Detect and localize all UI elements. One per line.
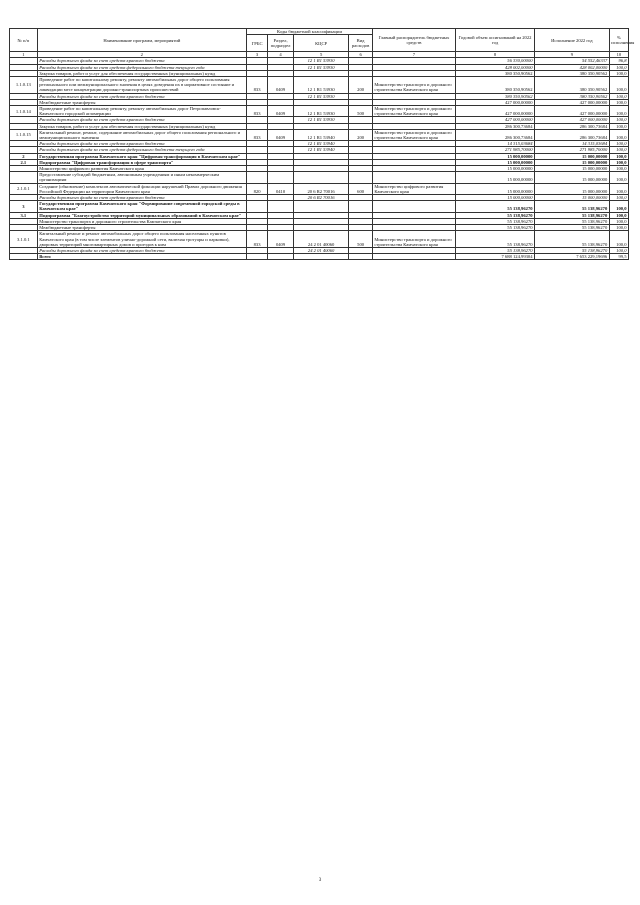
row-vr: 600 [349, 183, 372, 194]
row-percent: 100,0 [609, 195, 628, 201]
total-pct: 99,5 [609, 254, 628, 260]
row-name: Государственная программа Камчатского края "Формирование современной городской среды в Камчатском крае" [37, 201, 246, 212]
row-name: Закупка товаров, работ и услуг для обеспечения государственных (муниципальных) нужд [37, 70, 246, 76]
row-plan-amount: 56 330,00000 [456, 58, 535, 64]
row-percent: 100,0 [609, 77, 628, 94]
row-name: Расходы дорожного фонда за счет средств краевого бюджета [37, 117, 246, 123]
row-name: Подпрограмма "Благоустройство территорий муниципальных образований в Камчатском крае" [37, 212, 246, 218]
row-percent: 100,0 [609, 141, 628, 147]
row-number: 3 [10, 201, 38, 212]
row-plan-amount: 286 300,73684 [456, 129, 535, 140]
row-grbs: 820 [246, 183, 267, 194]
row-plan-amount: 15 000,00000 [456, 166, 535, 172]
row-main-manager: Министерство цифрового развития Камчатского края [372, 183, 455, 194]
row-ksr: 12 1 R1 53930 [293, 58, 348, 64]
row-ksr: 12 1 R1 53940 [293, 129, 348, 140]
row-grbs: 833 [246, 129, 267, 140]
row-plan-amount: 55 138,96270 [456, 247, 535, 253]
row-ksr: 24 2 01 40060 [293, 247, 348, 253]
row-grbs: 833 [246, 106, 267, 117]
row-ksr: 12 1 R1 53940 [293, 147, 348, 153]
row-percent: 100,0 [609, 147, 628, 153]
row-plan-amount: 286 300,73684 [456, 123, 535, 129]
row-plan-amount: 428 002,00000 [456, 64, 535, 70]
row-vr [349, 201, 372, 212]
row-main-manager [372, 172, 455, 183]
row-plan-amount: 55 138,96270 [456, 231, 535, 248]
row-plan-amount: 427 000,00000 [456, 117, 535, 123]
row-percent: 100,0 [609, 70, 628, 76]
row-fact-amount: 380 350,90562 [535, 93, 610, 99]
row-main-manager: Министерство транспорта и дорожного строительства Камчатского края [372, 77, 455, 94]
row-name: Проведение работ по капитальному ремонту, ремонту автомобильных дорог Петропавловск-Камчатского городской агломерации [37, 106, 246, 117]
row-plan-amount: 15 000,00000 [456, 172, 535, 183]
header-kbk: Коды бюджетной классификации [246, 29, 372, 35]
row-vr: 500 [349, 231, 372, 248]
row-number: 1.1.0.14 [10, 106, 38, 117]
index-cell: 8 [456, 52, 535, 58]
row-plan-amount: 15 000,00000 [456, 195, 535, 201]
table-body [10, 58, 629, 254]
header-grbs: ГРБС [246, 35, 267, 52]
row-fact-amount: 14 315,03684 [535, 141, 610, 147]
row-main-manager: Министерство транспорта и дорожного строительства Камчатского края [372, 231, 455, 248]
row-ksr [293, 201, 348, 212]
row-percent: 100,0 [609, 159, 628, 165]
row-name: Расходы дорожного фонда за счет средств краевого бюджета [37, 195, 246, 201]
row-grbs [246, 201, 267, 212]
row-percent: 100,0 [609, 212, 628, 218]
total-row [10, 254, 629, 260]
budget-table [9, 28, 635, 260]
row-plan-amount: 271 985,70000 [456, 147, 535, 153]
row-number [10, 172, 38, 183]
row-number: 1.1.0.13 [10, 77, 38, 94]
table-row [10, 77, 629, 94]
row-percent: 96,8 [609, 58, 628, 64]
row-fact-amount: 15 000,00000 [535, 195, 610, 201]
row-name: Создание (обновление) комплексов автоматической фиксации нарушений Правил дорожного движения Российской Федерации на территории Камчатского края [37, 183, 246, 194]
row-grbs: 833 [246, 77, 267, 94]
row-number: 2.1 [10, 159, 38, 165]
row-number: 3.1 [10, 212, 38, 218]
row-vr: 200 [349, 77, 372, 94]
row-fact-amount: 286 300,73684 [535, 123, 610, 129]
index-cell: 9 [535, 52, 610, 58]
index-cell: 10 [609, 52, 628, 58]
row-fact-amount: 286 300,73684 [535, 129, 610, 140]
row-percent: 100,0 [609, 183, 628, 194]
row-number: 1.1.0.15 [10, 129, 38, 140]
row-fact-amount: 428 002,00000 [535, 64, 610, 70]
row-percent: 100,0 [609, 93, 628, 99]
index-cell: 7 [372, 52, 455, 58]
header-num: № п/п [10, 29, 38, 52]
row-plan-amount: 427 000,00000 [456, 106, 535, 117]
row-ksr: 12 1 R1 53930 [293, 64, 348, 70]
row-percent: 100,0 [609, 218, 628, 224]
row-fact-amount: 55 138,96270 [535, 231, 610, 248]
row-razdel [268, 201, 294, 212]
header-main: Главный распорядитель бюджетных средств [372, 29, 455, 52]
row-name: Государственная программа Камчатского края "Цифровая трансформация в Камчатском крае" [37, 153, 246, 159]
row-main-manager: Министерство транспорта и дорожного строительства Камчатского края [372, 129, 455, 140]
row-name: Межбюджетные трансферты [37, 225, 246, 231]
row-ksr: 12 1 R1 53940 [293, 141, 348, 147]
index-cell: 4 [268, 52, 294, 58]
row-percent: 100,0 [609, 225, 628, 231]
row-plan-amount: 15 000,00000 [456, 183, 535, 194]
row-percent: 100,0 [609, 106, 628, 117]
row-name: Межбюджетные трансферты [37, 99, 246, 105]
index-cell: 1 [10, 52, 38, 58]
row-razdel: 0409 [268, 129, 294, 140]
header-name: Наименование программ, мероприятий [37, 29, 246, 52]
total-plan: 7 688 124,99304 [456, 254, 535, 260]
row-name: Проведение работ по капитальному ремонту, ремонту автомобильных дорог общего пользования регионального или межмуниципального значения в целях доведения их в нормативное состояние и ликвидации мест концентрации дорожно-транспортных происшествий [37, 77, 246, 94]
row-fact-amount: 55 138,96270 [535, 201, 610, 212]
row-grbs: 833 [246, 231, 267, 248]
row-fact-amount: 15 000,00000 [535, 183, 610, 194]
row-name: Расходы дорожного фонда за счет средств краевого бюджета [37, 247, 246, 253]
row-vr: 200 [349, 129, 372, 140]
header-ksr: КЦСР [293, 35, 348, 52]
row-fact-amount: 380 350,90562 [535, 70, 610, 76]
row-plan-amount: 380 350,90562 [456, 70, 535, 76]
row-fact-amount: 15 000,00000 [535, 153, 610, 159]
header-pct: % исполнения [609, 29, 628, 52]
row-ksr: 12 1 R1 53930 [293, 93, 348, 99]
row-percent: 100,0 [609, 64, 628, 70]
row-number: 2 [10, 153, 38, 159]
row-number: 2.1.0.1 [10, 183, 38, 194]
row-fact-amount: 15 000,00000 [535, 172, 610, 183]
header-plan: Годовой объем ассигнований на 2022 год [456, 29, 535, 52]
row-fact-amount: 271 985,70000 [535, 147, 610, 153]
table-row [10, 106, 629, 117]
row-percent: 100,0 [609, 166, 628, 172]
total-label: Всего [37, 254, 246, 260]
row-fact-amount: 427 000,00000 [535, 99, 610, 105]
row-ksr: 20 6 R2 70016 [293, 183, 348, 194]
row-percent: 100,0 [609, 153, 628, 159]
row-number: 3.1.0.1 [10, 231, 38, 248]
table-header [10, 29, 635, 58]
row-plan-amount: 14 315,03684 [456, 141, 535, 147]
row-razdel: 0410 [268, 183, 294, 194]
row-fact-amount: 15 000,00000 [535, 159, 610, 165]
row-name: Подпрограмма "Цифровая трансформация в сфере транспорта" [37, 159, 246, 165]
row-razdel [268, 172, 294, 183]
row-percent: 100,0 [609, 172, 628, 183]
row-plan-amount: 380 350,90562 [456, 93, 535, 99]
row-name: Капитальный ремонт, ремонт, содержание автомобильных дорог общего пользования регионального и межмуниципального значения [37, 129, 246, 140]
header-vr: Вид расходов [349, 35, 372, 52]
row-vr [349, 172, 372, 183]
row-plan-amount: 15 000,00000 [456, 159, 535, 165]
row-name: Расходы дорожного фонда за счет средств краевого бюджета [37, 141, 246, 147]
row-percent: 100,0 [609, 117, 628, 123]
row-name: Расходы дорожного фонда за счет средств федерального бюджета текущего года [37, 64, 246, 70]
row-ksr: 12 1 R1 53930 [293, 77, 348, 94]
row-ksr: 12 1 R1 53930 [293, 106, 348, 117]
page-number: 3 [318, 878, 322, 883]
index-cell: 5 [293, 52, 348, 58]
row-fact-amount: 55 138,96270 [535, 218, 610, 224]
index-cell: 3 [246, 52, 267, 58]
row-name: Расходы дорожного фонда за счет средств краевого бюджета [37, 93, 246, 99]
row-percent: 100,0 [609, 129, 628, 140]
row-name: Министерство цифрового развития Камчатского края [37, 166, 246, 172]
row-plan-amount: 55 138,96270 [456, 225, 535, 231]
table-row [10, 231, 629, 248]
table-row [10, 172, 629, 183]
row-fact-amount: 427 000,00000 [535, 117, 610, 123]
row-percent: 100,0 [609, 99, 628, 105]
row-ksr: 20 6 R2 70016 [293, 195, 348, 201]
row-percent: 100,0 [609, 231, 628, 248]
row-name: Закупка товаров, работ и услуг для обеспечения государственных (муниципальных) нужд [37, 123, 246, 129]
row-plan-amount: 15 000,00000 [456, 153, 535, 159]
row-fact-amount: 54 552,46337 [535, 58, 610, 64]
table-row [10, 129, 629, 140]
row-fact-amount: 55 138,96270 [535, 212, 610, 218]
row-fact-amount: 427 000,00000 [535, 106, 610, 117]
row-ksr: 24 2 01 40060 [293, 231, 348, 248]
row-name: Расходы дорожного фонда за счет средств краевого бюджета [37, 58, 246, 64]
index-cell: 2 [37, 52, 246, 58]
header-fact: Исполнение 2022 год [535, 29, 610, 52]
row-fact-amount: 15 000,00000 [535, 166, 610, 172]
row-plan-amount: 55 138,96270 [456, 212, 535, 218]
row-fact-amount: 55 138,96270 [535, 225, 610, 231]
row-razdel: 0409 [268, 231, 294, 248]
row-percent: 100,0 [609, 201, 628, 212]
row-percent: 100,0 [609, 247, 628, 253]
row-name: Расходы дорожного фонда за счет средств федерального бюджета текущего года [37, 147, 246, 153]
total-fact: 7 653 229,19696 [535, 254, 610, 260]
table-row [10, 201, 629, 212]
row-plan-amount: 55 138,96270 [456, 201, 535, 212]
row-name: Министерство транспорта и дорожного строительства Камчатского края [37, 218, 246, 224]
row-fact-amount: 380 350,90562 [535, 77, 610, 94]
header-razdel: Раздел, подраздел [268, 35, 294, 52]
row-plan-amount: 380 350,90562 [456, 77, 535, 94]
row-percent: 100,0 [609, 123, 628, 129]
row-fact-amount: 55 138,96270 [535, 247, 610, 253]
row-razdel: 0409 [268, 77, 294, 94]
table-row [10, 183, 629, 194]
row-vr: 500 [349, 106, 372, 117]
row-plan-amount: 55 138,96270 [456, 218, 535, 224]
row-plan-amount: 427 000,00000 [456, 99, 535, 105]
row-grbs [246, 172, 267, 183]
row-name: Предоставление субсидий бюджетным, автономным учреждениям и иным некоммерческим организациям [37, 172, 246, 183]
row-name: Капитальный ремонт и ремонт автомобильных дорог общего пользования населенных пунктов Камчатского края (в том числе элементов улично-дорожной сети, включая тротуары и парковки), дворовых территорий многоквартирных домов и проездов к ним [37, 231, 246, 248]
row-ksr [293, 172, 348, 183]
row-main-manager: Министерство транспорта и дорожного строительства Камчатского края [372, 106, 455, 117]
index-cell: 6 [349, 52, 372, 58]
row-razdel: 0409 [268, 106, 294, 117]
row-ksr: 12 1 R1 53930 [293, 117, 348, 123]
row-main-manager [372, 201, 455, 212]
